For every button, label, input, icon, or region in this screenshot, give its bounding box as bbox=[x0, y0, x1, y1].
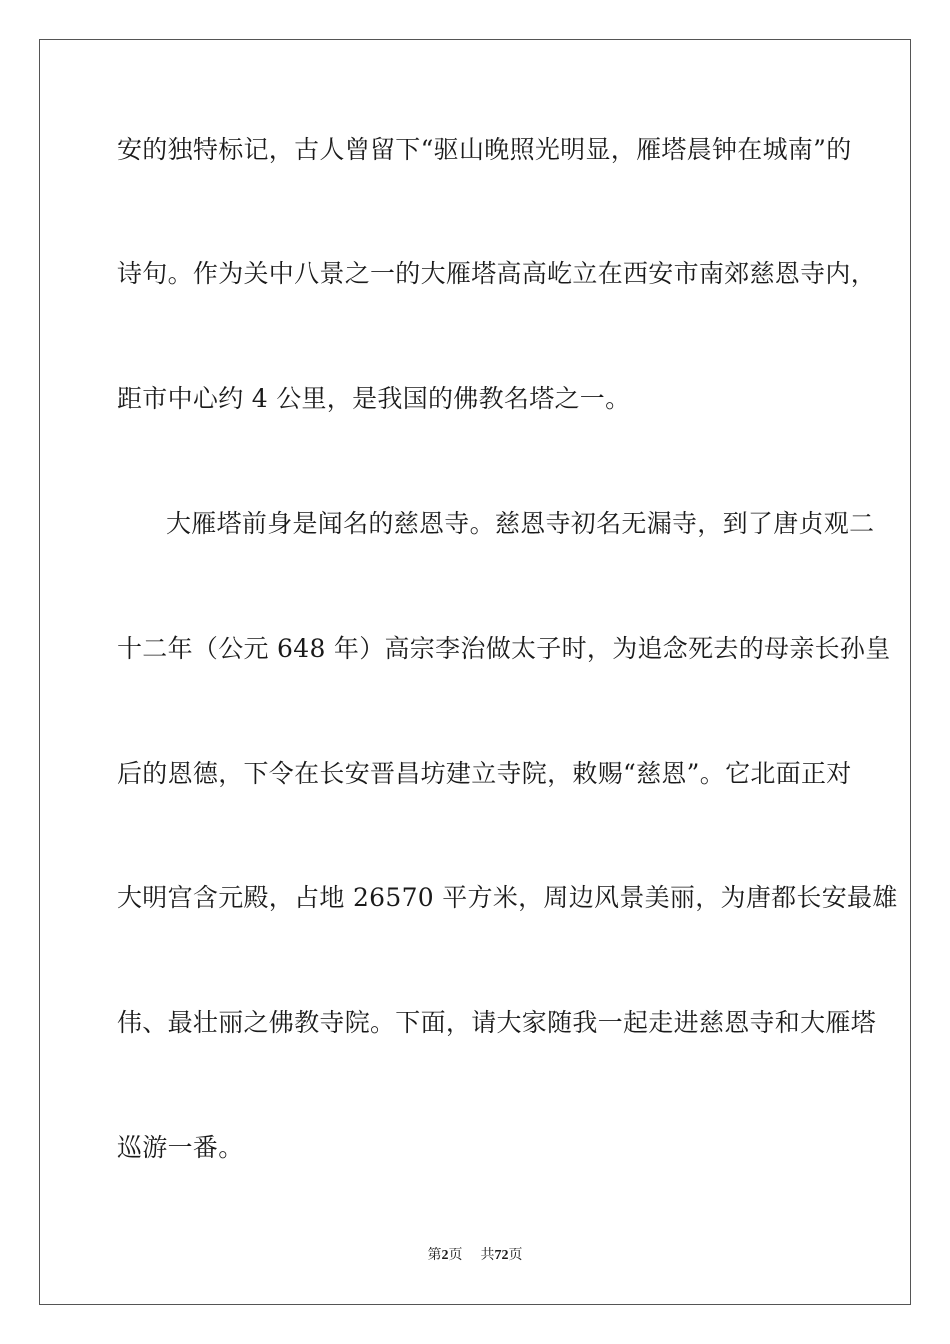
text-line-6: 后的恩德，下令在长安晋昌坊建立寺院，敕赐“慈恩”。它北面正对 bbox=[117, 759, 852, 788]
page-number: 2 bbox=[441, 1248, 449, 1263]
page-suffix: 页 bbox=[448, 1247, 463, 1263]
text-line-9: 巡游一番。 bbox=[117, 1133, 244, 1162]
text-line-4: 大雁塔前身是闻名的慈恩寺。慈恩寺初名无漏寺，到了唐贞观二 bbox=[166, 509, 875, 538]
page-footer bbox=[0, 1245, 950, 1266]
text-line-5: 十二年（公元 648 年）高宗李治做太子时，为追念死去的母亲长孙皇 bbox=[117, 634, 891, 663]
page-border bbox=[39, 39, 911, 1305]
text-line-7: 大明宫含元殿，占地 26570 平方米，周边风景美丽，为唐都长安最雄 bbox=[117, 883, 898, 912]
total-suffix: 页 bbox=[508, 1247, 523, 1263]
total-pages: 72 bbox=[494, 1248, 509, 1263]
text-line-8: 伟、最壮丽之佛教寺院。下面，请大家随我一起走进慈恩寺和大雁塔 bbox=[117, 1008, 877, 1037]
total-prefix: 共 bbox=[480, 1247, 495, 1263]
text-line-2: 诗句。作为关中八景之一的大雁塔高高屹立在西安市南郊慈恩寺内， bbox=[117, 259, 877, 288]
text-line-3: 距市中心约 4 公里，是我国的佛教名塔之一。 bbox=[117, 384, 631, 413]
page-prefix: 第 bbox=[427, 1247, 442, 1263]
text-line-1: 安的独特标记，古人曾留下“驱山晚照光明显，雁塔晨钟在城南”的 bbox=[117, 135, 852, 164]
